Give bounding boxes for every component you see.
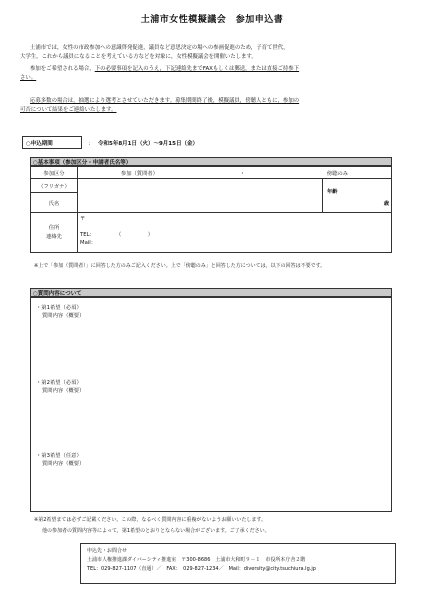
q1-sub: 質問内容（概要） xyxy=(42,313,85,319)
basic-note: ※上で「参加（質問者）」に回答した方のみご記入ください。上で「傍聴のみ」と回答した方については，以下の回答は不要です。 xyxy=(34,263,326,269)
address-label xyxy=(31,213,78,253)
intro-line-3 xyxy=(20,65,410,74)
page-title: 土浦市女性模擬議会 参加申込書 xyxy=(140,15,284,25)
question-note-2: 他の参加者の質問内容等によって，第1希望のとおりとならない場合がございます。ご了承ください。 xyxy=(42,528,270,534)
intro-line-3-text: 参加をご希望される場合， xyxy=(30,66,95,72)
period-label: ○申込期間 xyxy=(22,136,82,149)
contact-line-2: TEL：029-827-1107（直通）／ FAX： 029-827-1234／ Mail：diversity@city.tsuchiura.lg.jp xyxy=(87,566,316,572)
contact-line-1: 土浦市人権推進課ダイバーシティ推進室 〒300-8686 土浦市大和町９－１ 市役所本庁舎２階 xyxy=(87,557,306,563)
category-options[interactable] xyxy=(78,167,392,179)
postal-mark: 〒 xyxy=(80,216,86,222)
address-label-1: 住所 xyxy=(48,224,60,231)
period-separator: ： xyxy=(88,140,94,147)
q3-sub: 質問内容（概要） xyxy=(42,461,85,467)
question-section-heading: ○質問内容について xyxy=(30,288,392,297)
intro-line-3-underlined: 下の必要事項を記入のうえ，下記連絡先までFAXもしくは郵送，または直接ご持参下 xyxy=(94,66,300,72)
tel-line: TEL： （ ） xyxy=(80,232,154,238)
q2-sub: 質問内容（概要） xyxy=(42,388,85,394)
intro-line-5: 応募多数の場合は，抽選により選考とさせていただきます。募集期間終了後，模擬議員，傍聴人ともに，参加の xyxy=(30,98,300,104)
contact-box xyxy=(80,543,396,584)
address-field[interactable] xyxy=(78,213,392,253)
question-answer-area[interactable] xyxy=(30,297,392,512)
category-label: 参加区分 xyxy=(31,167,78,179)
intro-line-4: さい。 xyxy=(20,75,37,81)
q3-label: ・第3希望（任意） xyxy=(36,453,82,459)
name-label: 氏名 xyxy=(31,193,78,213)
contact-label: 申込先・お問合せ xyxy=(87,548,128,554)
option-participant[interactable]: 参加（質問者） xyxy=(120,170,158,177)
intro-line-6: 可否について結果をご連絡いたします。 xyxy=(20,107,117,113)
option-dot: ・ xyxy=(239,170,246,177)
age-unit: 歳 xyxy=(383,200,389,207)
age-field[interactable] xyxy=(323,188,392,213)
basic-section-heading: ○基本事項（参加区分・申請者氏名等） xyxy=(30,157,392,166)
address-label-2: 連絡先 xyxy=(46,233,62,240)
furigana-label: （フリガナ） xyxy=(31,179,78,193)
basic-info-table xyxy=(30,166,392,253)
name-field[interactable] xyxy=(78,179,323,213)
intro-line-2: 大学生，これから議員になることを考えている方などを対象に，女性模擬議会を開催いたします。 xyxy=(20,54,257,60)
intro-line-1: 土浦市では，女性の市政参加への意識啓発促進，議員など意思決定の場への参画促進のため，子育て世代， xyxy=(30,45,289,51)
q2-label: ・第2希望（必須） xyxy=(36,380,82,386)
q1-label: ・第1希望（必須） xyxy=(36,305,82,311)
mail-line: Mail： xyxy=(80,240,97,246)
question-note-1: ※第2希望まては必ずご記載ください。この際，なるべく質問内容に重複がないようお願いいたします。 xyxy=(34,517,266,523)
option-observer[interactable]: 傍聴のみ xyxy=(326,170,349,177)
age-label: 年齢 xyxy=(327,188,338,195)
period-value: 令和5年8月1日（火）～9月15日（金） xyxy=(98,140,198,147)
